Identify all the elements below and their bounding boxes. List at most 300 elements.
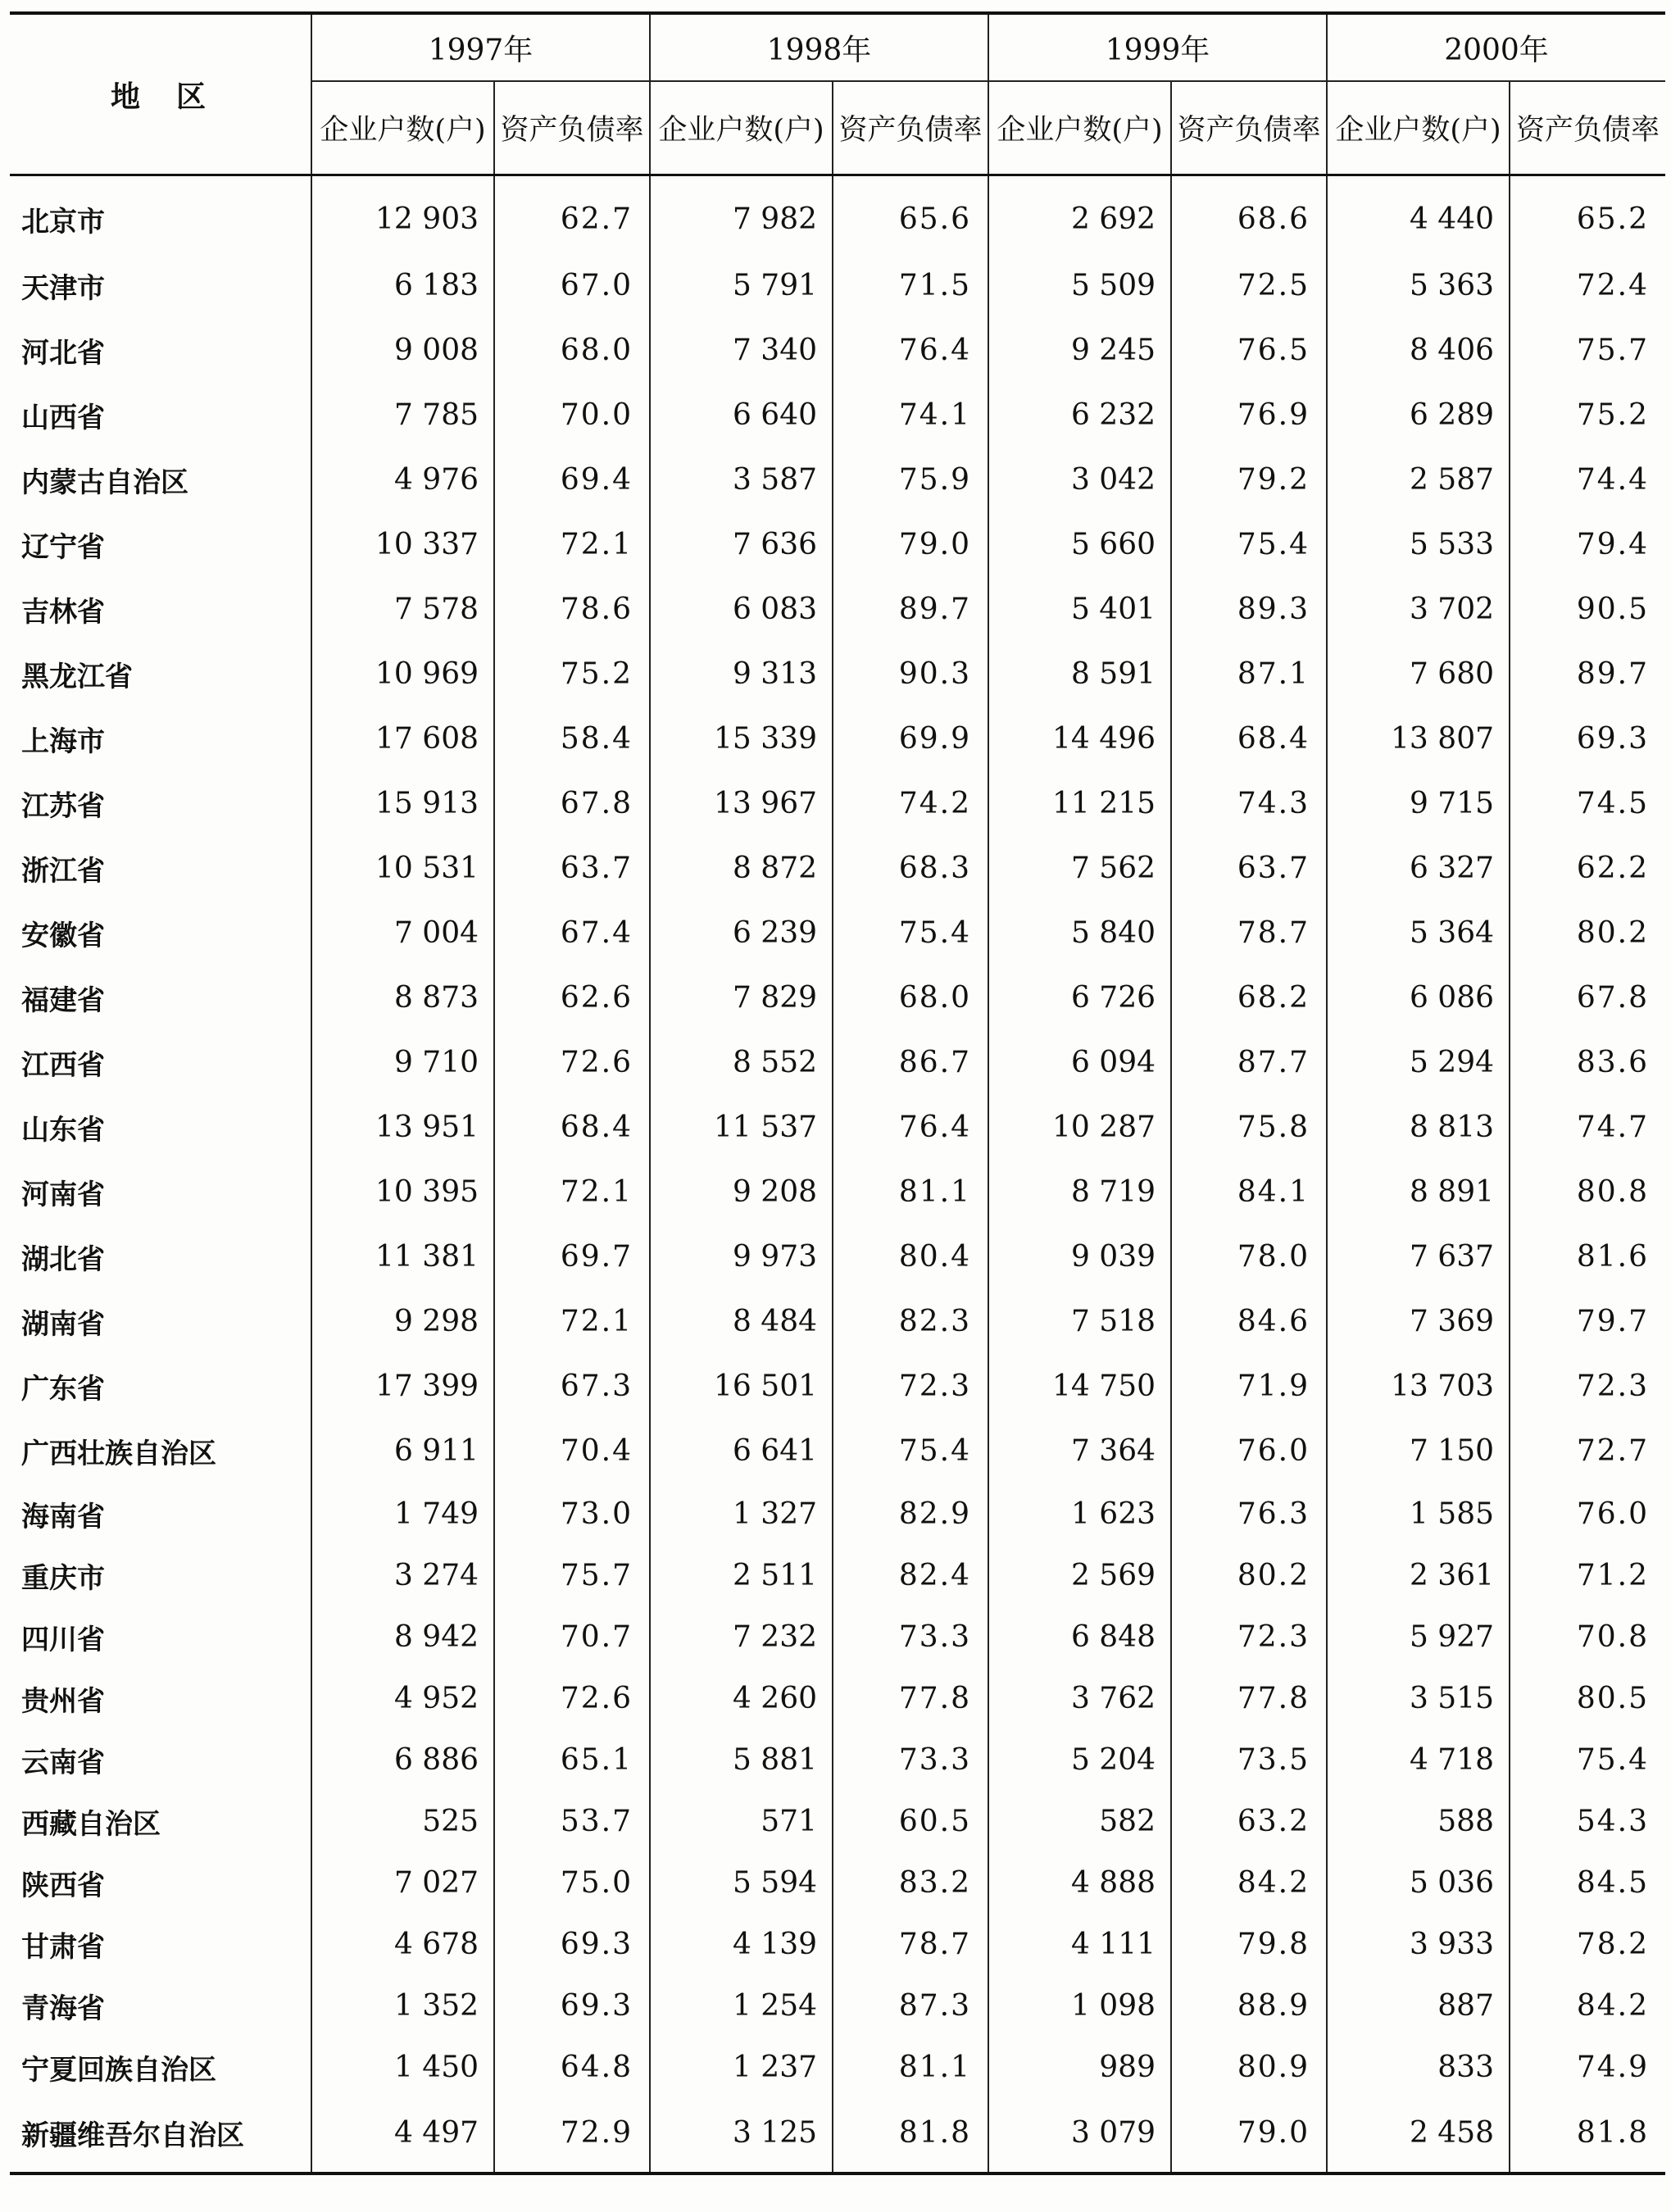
region-cell: 新疆维吾尔自治区 <box>21 2119 244 2152</box>
table-row <box>10 1729 1665 1791</box>
enterprise-count-cell: 13 703 <box>1327 1354 1510 1419</box>
debt-ratio-cell: 89.7 <box>833 577 988 642</box>
debt-ratio-cell: 54.3 <box>1510 1791 1665 1852</box>
enterprise-count-cell: 8 891 <box>1327 1160 1510 1224</box>
debt-ratio-cell: 67.8 <box>494 771 650 836</box>
debt-ratio-cell: 72.6 <box>494 1668 650 1729</box>
debt-ratio-cell: 67.8 <box>1510 965 1665 1030</box>
enterprise-count-cell: 16 501 <box>650 1354 833 1419</box>
enterprise-count-cell: 3 125 <box>650 2098 833 2173</box>
enterprise-count-cell: 1 254 <box>650 1975 833 2037</box>
enterprise-count-cell: 6 726 <box>988 965 1171 1030</box>
count-header-1999: 企业户数(户) <box>988 81 1171 175</box>
debt-ratio-cell: 84.2 <box>1171 1852 1327 1914</box>
debt-ratio-cell: 72.5 <box>1171 253 1327 318</box>
debt-ratio-cell: 73.3 <box>833 1729 988 1791</box>
debt-ratio-cell: 65.1 <box>494 1729 650 1791</box>
debt-ratio-cell: 79.2 <box>1171 447 1327 512</box>
debt-ratio-cell: 63.2 <box>1171 1791 1327 1852</box>
region-cell: 陕西省 <box>21 1869 105 1902</box>
enterprise-count-cell: 4 718 <box>1327 1729 1510 1791</box>
enterprise-count-cell: 5 881 <box>650 1729 833 1791</box>
debt-ratio-cell: 80.8 <box>1510 1160 1665 1224</box>
table-row <box>10 1160 1665 1224</box>
debt-ratio-cell: 74.5 <box>1510 771 1665 836</box>
enterprise-count-cell: 5 660 <box>988 512 1171 577</box>
region-cell: 江西省 <box>21 1049 105 1082</box>
enterprise-count-cell: 4 139 <box>650 1914 833 1975</box>
table-row <box>10 1224 1665 1289</box>
debt-ratio-cell: 74.1 <box>833 383 988 447</box>
enterprise-count-cell: 9 710 <box>311 1030 494 1095</box>
rate-header-2000: 资产负债率 <box>1510 81 1665 175</box>
debt-ratio-cell: 83.6 <box>1510 1030 1665 1095</box>
enterprise-count-cell: 13 967 <box>650 771 833 836</box>
region-cell: 宁夏回族自治区 <box>21 2054 216 2087</box>
rate-header-1999: 资产负债率 <box>1171 81 1327 175</box>
debt-ratio-cell: 68.2 <box>1171 965 1327 1030</box>
enterprise-count-cell: 14 496 <box>988 706 1171 771</box>
table-row <box>10 1354 1665 1419</box>
debt-ratio-cell: 80.2 <box>1510 901 1665 965</box>
region-cell: 吉林省 <box>21 596 105 629</box>
debt-ratio-cell: 72.3 <box>833 1354 988 1419</box>
enterprise-count-cell: 8 591 <box>988 642 1171 706</box>
debt-ratio-cell: 78.2 <box>1510 1914 1665 1975</box>
enterprise-count-cell: 3 079 <box>988 2098 1171 2173</box>
enterprise-count-cell: 8 813 <box>1327 1095 1510 1160</box>
region-cell: 甘肃省 <box>21 1931 105 1964</box>
enterprise-count-cell: 8 719 <box>988 1160 1171 1224</box>
debt-ratio-cell: 78.7 <box>833 1914 988 1975</box>
enterprise-count-cell: 5 363 <box>1327 253 1510 318</box>
enterprise-count-cell: 5 401 <box>988 577 1171 642</box>
debt-ratio-cell: 68.4 <box>1171 706 1327 771</box>
region-cell: 河北省 <box>21 337 105 370</box>
enterprise-count-cell: 1 237 <box>650 2037 833 2098</box>
enterprise-count-cell: 14 750 <box>988 1354 1171 1419</box>
enterprise-count-cell: 8 873 <box>311 965 494 1030</box>
table-row <box>10 1606 1665 1668</box>
enterprise-count-cell: 9 715 <box>1327 771 1510 836</box>
region-cell: 四川省 <box>21 1624 105 1656</box>
debt-ratio-cell: 74.7 <box>1510 1095 1665 1160</box>
enterprise-count-cell: 5 364 <box>1327 901 1510 965</box>
enterprise-count-cell: 7 785 <box>311 383 494 447</box>
debt-ratio-cell: 86.7 <box>833 1030 988 1095</box>
debt-ratio-cell: 75.7 <box>1510 318 1665 383</box>
enterprise-count-cell: 3 587 <box>650 447 833 512</box>
enterprise-count-cell: 4 952 <box>311 1668 494 1729</box>
debt-ratio-cell: 80.9 <box>1171 2037 1327 2098</box>
debt-ratio-cell: 75.4 <box>833 1419 988 1483</box>
region-cell: 河南省 <box>21 1179 105 1211</box>
debt-ratio-cell: 88.9 <box>1171 1975 1327 2037</box>
table-row <box>10 1095 1665 1160</box>
region-cell: 重庆市 <box>21 1562 105 1595</box>
enterprise-count-cell: 15 339 <box>650 706 833 771</box>
debt-ratio-cell: 89.3 <box>1171 577 1327 642</box>
table-row <box>10 577 1665 642</box>
region-cell: 辽宁省 <box>21 531 105 564</box>
enterprise-count-cell: 2 692 <box>988 175 1171 254</box>
debt-ratio-cell: 70.0 <box>494 383 650 447</box>
year-header-1998: 1998年 <box>650 13 988 81</box>
enterprise-count-cell: 1 585 <box>1327 1483 1510 1545</box>
debt-ratio-cell: 87.1 <box>1171 642 1327 706</box>
enterprise-count-cell: 3 762 <box>988 1668 1171 1729</box>
enterprise-count-cell: 7 982 <box>650 175 833 254</box>
enterprise-count-cell: 4 111 <box>988 1914 1171 1975</box>
enterprise-count-cell: 10 531 <box>311 836 494 901</box>
region-cell: 安徽省 <box>21 920 105 952</box>
enterprise-count-cell: 9 245 <box>988 318 1171 383</box>
debt-ratio-cell: 76.3 <box>1171 1483 1327 1545</box>
region-cell: 福建省 <box>21 984 105 1017</box>
enterprise-count-cell: 887 <box>1327 1975 1510 2037</box>
debt-ratio-cell: 68.0 <box>494 318 650 383</box>
enterprise-count-cell: 571 <box>650 1791 833 1852</box>
table-row <box>10 642 1665 706</box>
enterprise-count-cell: 2 458 <box>1327 2098 1510 2173</box>
table-row <box>10 1914 1665 1975</box>
enterprise-count-cell: 8 942 <box>311 1606 494 1668</box>
debt-ratio-cell: 62.7 <box>494 175 650 254</box>
debt-ratio-cell: 75.2 <box>1510 383 1665 447</box>
debt-ratio-cell: 75.4 <box>1171 512 1327 577</box>
enterprise-count-cell: 5 509 <box>988 253 1171 318</box>
enterprise-count-cell: 8 552 <box>650 1030 833 1095</box>
debt-ratio-cell: 64.8 <box>494 2037 650 2098</box>
enterprise-count-cell: 5 533 <box>1327 512 1510 577</box>
region-cell: 广东省 <box>21 1373 105 1406</box>
enterprise-count-cell: 5 840 <box>988 901 1171 965</box>
enterprise-count-cell: 6 289 <box>1327 383 1510 447</box>
debt-ratio-cell: 78.7 <box>1171 901 1327 965</box>
year-header-1997: 1997年 <box>311 13 650 81</box>
debt-ratio-cell: 74.2 <box>833 771 988 836</box>
enterprise-count-cell: 2 361 <box>1327 1545 1510 1606</box>
debt-ratio-cell: 70.7 <box>494 1606 650 1668</box>
debt-ratio-cell: 89.7 <box>1510 642 1665 706</box>
debt-ratio-cell: 63.7 <box>1171 836 1327 901</box>
table-row <box>10 253 1665 318</box>
region-cell: 黑龙江省 <box>21 661 133 693</box>
enterprise-count-cell: 3 515 <box>1327 1668 1510 1729</box>
debt-ratio-cell: 69.3 <box>1510 706 1665 771</box>
region-cell: 浙江省 <box>21 855 105 888</box>
debt-ratio-cell: 73.5 <box>1171 1729 1327 1791</box>
enterprise-count-cell: 10 337 <box>311 512 494 577</box>
enterprise-count-cell: 7 562 <box>988 836 1171 901</box>
enterprise-count-cell: 7 369 <box>1327 1289 1510 1354</box>
debt-ratio-cell: 76.0 <box>1171 1419 1327 1483</box>
debt-ratio-cell: 68.6 <box>1171 175 1327 254</box>
count-header-1998: 企业户数(户) <box>650 81 833 175</box>
debt-ratio-cell: 72.1 <box>494 512 650 577</box>
debt-ratio-cell: 62.6 <box>494 965 650 1030</box>
enterprise-count-cell: 7 150 <box>1327 1419 1510 1483</box>
enterprise-count-cell: 7 829 <box>650 965 833 1030</box>
enterprise-count-cell: 2 569 <box>988 1545 1171 1606</box>
table-row <box>10 318 1665 383</box>
debt-ratio-cell: 72.9 <box>494 2098 650 2173</box>
enterprise-count-cell: 1 450 <box>311 2037 494 2098</box>
table-row <box>10 447 1665 512</box>
debt-ratio-cell: 78.6 <box>494 577 650 642</box>
enterprise-count-cell: 7 004 <box>311 901 494 965</box>
enterprise-count-cell: 13 951 <box>311 1095 494 1160</box>
debt-ratio-cell: 72.3 <box>1510 1354 1665 1419</box>
debt-ratio-cell: 72.7 <box>1510 1419 1665 1483</box>
enterprise-count-cell: 13 807 <box>1327 706 1510 771</box>
enterprise-count-cell: 12 903 <box>311 175 494 254</box>
count-header-1997: 企业户数(户) <box>311 81 494 175</box>
debt-ratio-cell: 75.8 <box>1171 1095 1327 1160</box>
enterprise-count-cell: 11 537 <box>650 1095 833 1160</box>
region-cell: 内蒙古自治区 <box>21 466 188 499</box>
region-cell: 贵州省 <box>21 1685 105 1718</box>
debt-ratio-cell: 71.5 <box>833 253 988 318</box>
debt-ratio-cell: 75.9 <box>833 447 988 512</box>
table-row <box>10 1791 1665 1852</box>
debt-ratio-cell: 82.4 <box>833 1545 988 1606</box>
debt-ratio-cell: 63.7 <box>494 836 650 901</box>
enterprise-count-cell: 7 637 <box>1327 1224 1510 1289</box>
enterprise-count-cell: 6 183 <box>311 253 494 318</box>
debt-ratio-cell: 68.4 <box>494 1095 650 1160</box>
debt-ratio-cell: 73.3 <box>833 1606 988 1668</box>
region-cell: 云南省 <box>21 1746 105 1779</box>
debt-ratio-cell: 70.8 <box>1510 1606 1665 1668</box>
enterprise-count-cell: 833 <box>1327 2037 1510 2098</box>
table-row <box>10 1668 1665 1729</box>
debt-ratio-cell: 81.1 <box>833 1160 988 1224</box>
debt-ratio-cell: 72.3 <box>1171 1606 1327 1668</box>
table-row <box>10 965 1665 1030</box>
debt-ratio-cell: 76.4 <box>833 318 988 383</box>
enterprise-count-cell: 5 927 <box>1327 1606 1510 1668</box>
debt-ratio-cell: 79.8 <box>1171 1914 1327 1975</box>
debt-ratio-cell: 81.1 <box>833 2037 988 2098</box>
year-header-2000: 2000年 <box>1327 13 1665 81</box>
debt-ratio-cell: 83.2 <box>833 1852 988 1914</box>
debt-ratio-cell: 67.4 <box>494 901 650 965</box>
enterprise-count-cell: 7 680 <box>1327 642 1510 706</box>
debt-ratio-cell: 69.9 <box>833 706 988 771</box>
debt-ratio-cell: 74.4 <box>1510 447 1665 512</box>
table-row <box>10 1419 1665 1483</box>
enterprise-count-cell: 5 036 <box>1327 1852 1510 1914</box>
enterprise-count-cell: 1 623 <box>988 1483 1171 1545</box>
enterprise-count-cell: 7 340 <box>650 318 833 383</box>
table-row <box>10 1545 1665 1606</box>
debt-ratio-cell: 69.7 <box>494 1224 650 1289</box>
debt-ratio-cell: 82.9 <box>833 1483 988 1545</box>
enterprise-count-cell: 6 886 <box>311 1729 494 1791</box>
enterprise-count-cell: 6 641 <box>650 1419 833 1483</box>
debt-ratio-cell: 84.2 <box>1510 1975 1665 2037</box>
table-row <box>10 2037 1665 2098</box>
enterprise-count-cell: 7 636 <box>650 512 833 577</box>
enterprise-count-cell: 6 640 <box>650 383 833 447</box>
debt-ratio-cell: 67.0 <box>494 253 650 318</box>
table-row <box>10 836 1665 901</box>
enterprise-count-cell: 7 027 <box>311 1852 494 1914</box>
debt-ratio-cell: 71.9 <box>1171 1354 1327 1419</box>
enterprise-count-cell: 11 381 <box>311 1224 494 1289</box>
enterprise-count-cell: 10 395 <box>311 1160 494 1224</box>
debt-ratio-cell: 72.6 <box>494 1030 650 1095</box>
enterprise-count-cell: 2 511 <box>650 1545 833 1606</box>
enterprise-count-cell: 582 <box>988 1791 1171 1852</box>
enterprise-count-cell: 10 969 <box>311 642 494 706</box>
debt-ratio-cell: 87.3 <box>833 1975 988 2037</box>
enterprise-count-cell: 4 260 <box>650 1668 833 1729</box>
debt-ratio-cell: 75.0 <box>494 1852 650 1914</box>
enterprise-count-cell: 6 848 <box>988 1606 1171 1668</box>
debt-ratio-cell: 76.4 <box>833 1095 988 1160</box>
enterprise-count-cell: 4 678 <box>311 1914 494 1975</box>
debt-ratio-cell: 69.3 <box>494 1975 650 2037</box>
debt-ratio-cell: 68.3 <box>833 836 988 901</box>
debt-ratio-cell: 79.0 <box>833 512 988 577</box>
debt-ratio-cell: 79.0 <box>1171 2098 1327 2173</box>
region-cell: 湖北省 <box>21 1243 105 1276</box>
table-row <box>10 901 1665 965</box>
table-row <box>10 1975 1665 2037</box>
debt-ratio-cell: 82.3 <box>833 1289 988 1354</box>
region-cell: 北京市 <box>21 205 105 238</box>
region-cell: 山西省 <box>21 402 105 434</box>
enterprise-count-cell: 7 364 <box>988 1419 1171 1483</box>
enterprise-count-cell: 1 749 <box>311 1483 494 1545</box>
table-row <box>10 175 1665 254</box>
enterprise-count-cell: 8 406 <box>1327 318 1510 383</box>
debt-ratio-cell: 79.7 <box>1510 1289 1665 1354</box>
enterprise-debt-ratio-table <box>10 11 1665 2175</box>
debt-ratio-cell: 65.2 <box>1510 175 1665 254</box>
region-cell: 海南省 <box>21 1501 105 1533</box>
enterprise-count-cell: 9 039 <box>988 1224 1171 1289</box>
region-cell: 湖南省 <box>21 1308 105 1341</box>
rate-header-1997: 资产负债率 <box>494 81 650 175</box>
region-cell: 青海省 <box>21 1992 105 2025</box>
debt-ratio-cell: 80.5 <box>1510 1668 1665 1729</box>
debt-ratio-cell: 74.3 <box>1171 771 1327 836</box>
debt-ratio-cell: 67.3 <box>494 1354 650 1419</box>
enterprise-count-cell: 1 327 <box>650 1483 833 1545</box>
table-row <box>10 1483 1665 1545</box>
enterprise-count-cell: 15 913 <box>311 771 494 836</box>
debt-ratio-cell: 76.0 <box>1510 1483 1665 1545</box>
table-row <box>10 1030 1665 1095</box>
enterprise-count-cell: 11 215 <box>988 771 1171 836</box>
enterprise-count-cell: 8 484 <box>650 1289 833 1354</box>
table-row <box>10 706 1665 771</box>
debt-ratio-cell: 72.1 <box>494 1160 650 1224</box>
enterprise-count-cell: 4 497 <box>311 2098 494 2173</box>
region-cell: 山东省 <box>21 1114 105 1147</box>
table-row <box>10 771 1665 836</box>
enterprise-count-cell: 4 888 <box>988 1852 1171 1914</box>
debt-ratio-cell: 71.2 <box>1510 1545 1665 1606</box>
debt-ratio-cell: 87.7 <box>1171 1030 1327 1095</box>
region-cell: 江苏省 <box>21 790 105 823</box>
enterprise-count-cell: 6 239 <box>650 901 833 965</box>
debt-ratio-cell: 84.6 <box>1171 1289 1327 1354</box>
region-cell: 西藏自治区 <box>21 1808 161 1841</box>
enterprise-count-cell: 9 298 <box>311 1289 494 1354</box>
debt-ratio-cell: 74.9 <box>1510 2037 1665 2098</box>
enterprise-count-cell: 9 208 <box>650 1160 833 1224</box>
debt-ratio-cell: 76.9 <box>1171 383 1327 447</box>
debt-ratio-cell: 70.4 <box>494 1419 650 1483</box>
debt-ratio-cell: 73.0 <box>494 1483 650 1545</box>
debt-ratio-cell: 77.8 <box>833 1668 988 1729</box>
enterprise-count-cell: 5 594 <box>650 1852 833 1914</box>
enterprise-count-cell: 588 <box>1327 1791 1510 1852</box>
enterprise-count-cell: 3 702 <box>1327 577 1510 642</box>
debt-ratio-cell: 60.5 <box>833 1791 988 1852</box>
enterprise-count-cell: 3 274 <box>311 1545 494 1606</box>
enterprise-count-cell: 3 933 <box>1327 1914 1510 1975</box>
table-row <box>10 2098 1665 2173</box>
enterprise-count-cell: 6 911 <box>311 1419 494 1483</box>
enterprise-count-cell: 5 294 <box>1327 1030 1510 1095</box>
enterprise-count-cell: 10 287 <box>988 1095 1171 1160</box>
enterprise-count-cell: 6 086 <box>1327 965 1510 1030</box>
enterprise-count-cell: 1 098 <box>988 1975 1171 2037</box>
debt-ratio-cell: 75.4 <box>1510 1729 1665 1791</box>
debt-ratio-cell: 75.7 <box>494 1545 650 1606</box>
enterprise-count-cell: 6 327 <box>1327 836 1510 901</box>
debt-ratio-cell: 79.4 <box>1510 512 1665 577</box>
enterprise-count-cell: 7 518 <box>988 1289 1171 1354</box>
debt-ratio-cell: 80.2 <box>1171 1545 1327 1606</box>
debt-ratio-cell: 81.8 <box>1510 2098 1665 2173</box>
enterprise-count-cell: 9 008 <box>311 318 494 383</box>
enterprise-count-cell: 5 204 <box>988 1729 1171 1791</box>
debt-ratio-cell: 69.3 <box>494 1914 650 1975</box>
enterprise-count-cell: 2 587 <box>1327 447 1510 512</box>
debt-ratio-cell: 81.6 <box>1510 1224 1665 1289</box>
enterprise-count-cell: 1 352 <box>311 1975 494 2037</box>
region-cell: 广西壮族自治区 <box>21 1438 216 1470</box>
debt-ratio-cell: 68.0 <box>833 965 988 1030</box>
debt-ratio-cell: 69.4 <box>494 447 650 512</box>
region-column-header: 地区 <box>10 13 311 175</box>
enterprise-count-cell: 7 232 <box>650 1606 833 1668</box>
enterprise-count-cell: 5 791 <box>650 253 833 318</box>
year-header-1999: 1999年 <box>988 13 1327 81</box>
debt-ratio-cell: 78.0 <box>1171 1224 1327 1289</box>
enterprise-count-cell: 4 440 <box>1327 175 1510 254</box>
enterprise-count-cell: 6 083 <box>650 577 833 642</box>
debt-ratio-cell: 76.5 <box>1171 318 1327 383</box>
enterprise-count-cell: 525 <box>311 1791 494 1852</box>
debt-ratio-cell: 81.8 <box>833 2098 988 2173</box>
table-row <box>10 1852 1665 1914</box>
enterprise-count-cell: 8 872 <box>650 836 833 901</box>
rate-header-1998: 资产负债率 <box>833 81 988 175</box>
table-row <box>10 512 1665 577</box>
enterprise-count-cell: 6 232 <box>988 383 1171 447</box>
debt-ratio-cell: 80.4 <box>833 1224 988 1289</box>
enterprise-count-cell: 3 042 <box>988 447 1171 512</box>
region-cell: 上海市 <box>21 725 105 758</box>
region-cell: 天津市 <box>21 272 105 305</box>
